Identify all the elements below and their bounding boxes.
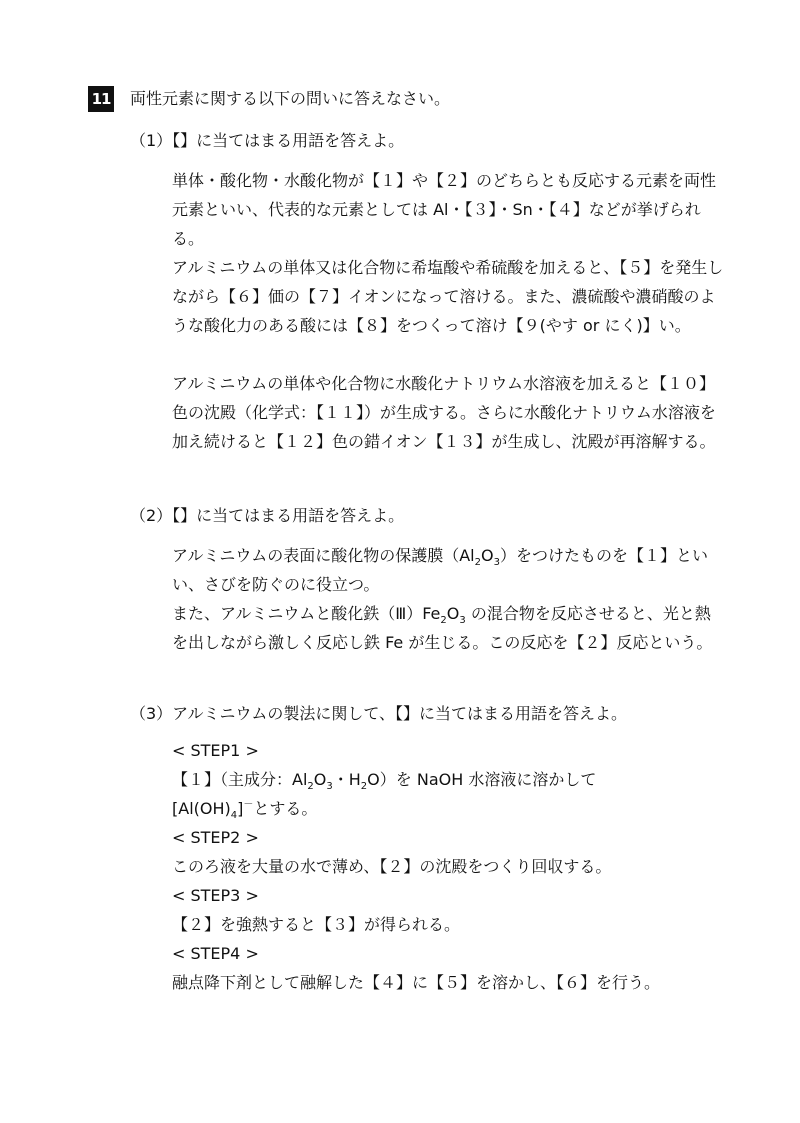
question-title: 両性元素に関する以下の問いに答えなさい。 xyxy=(130,89,451,108)
step2-line: このろ液を大量の水で薄め、【２】の沈殿をつくり回収する。 xyxy=(172,857,612,876)
part1-paragraph-1: 単体・酸化物・水酸化物が【１】や【２】のどちらとも反応する元素を両性元素といい、代表的な元素としては Al・【３】・Sn・【４】などが挙げられる。 xyxy=(172,171,717,248)
step1-label: < STEP1 > xyxy=(172,741,259,760)
part2-paragraph-2: また、アルミニウムと酸化鉄$(Ⅲ)Fe_2O_3$ の混合物を反応させると、光と熱を出しながら激しく反応し鉄 Fe が生じる。この反応を【２】反応という。 xyxy=(172,604,713,652)
part1-paragraph-3: アルミニウムの単体や化合物に水酸化ナトリウム水溶液を加えると【１０】色の沈殿（化学式：【１１】）が生成する。さらに水酸化ナトリウム水溶液を加え続けると【１２】色の錯イオン【１３】が生成し、沈殿が再溶解する。 xyxy=(172,374,716,451)
step3-label: < STEP3 > xyxy=(172,886,259,905)
part1-paragraph-2: アルミニウムの単体又は化合物に希塩酸や希硫酸を加えると、【５】を発生しながら【６】価の【７】イオンになって溶ける。また、濃硫酸や濃硝酸のような酸化力のある酸には【８】をつくって溶け【９(やす or にく)】い。 xyxy=(172,258,724,335)
step1-line-2: $[Al(OH)_4]^-$とする。 xyxy=(172,799,318,822)
step3-line: 【２】を強熱すると【３】が得られる。 xyxy=(172,915,461,934)
step4-label: < STEP4 > xyxy=(172,944,259,963)
step4-line: 融点降下剤として融解した【４】に【５】を溶かし、【６】を行う。 xyxy=(172,973,661,992)
part2-title: （2）【】に当てはまる用語を答えよ。 xyxy=(130,506,405,525)
question-header xyxy=(88,86,450,112)
step1-line-1: 【１】（主成分：$Al_2O_3$・$H_2O$）を NaOH 水溶液に溶かして xyxy=(172,770,597,793)
part3-title: （3）アルミニウムの製法に関して、【】に当てはまる用語を答えよ。 xyxy=(130,704,628,723)
part2-paragraph-1: アルミニウムの表面に酸化物の保護膜$(Al_2O_3)$をつけたものを【１】といい、さびを防ぐのに役立つ。 xyxy=(172,546,708,594)
question-number-badge: 11 xyxy=(88,86,114,112)
part1-title: （1）【】に当てはまる用語を答えよ。 xyxy=(130,131,405,150)
step2-label: < STEP2 > xyxy=(172,828,259,847)
